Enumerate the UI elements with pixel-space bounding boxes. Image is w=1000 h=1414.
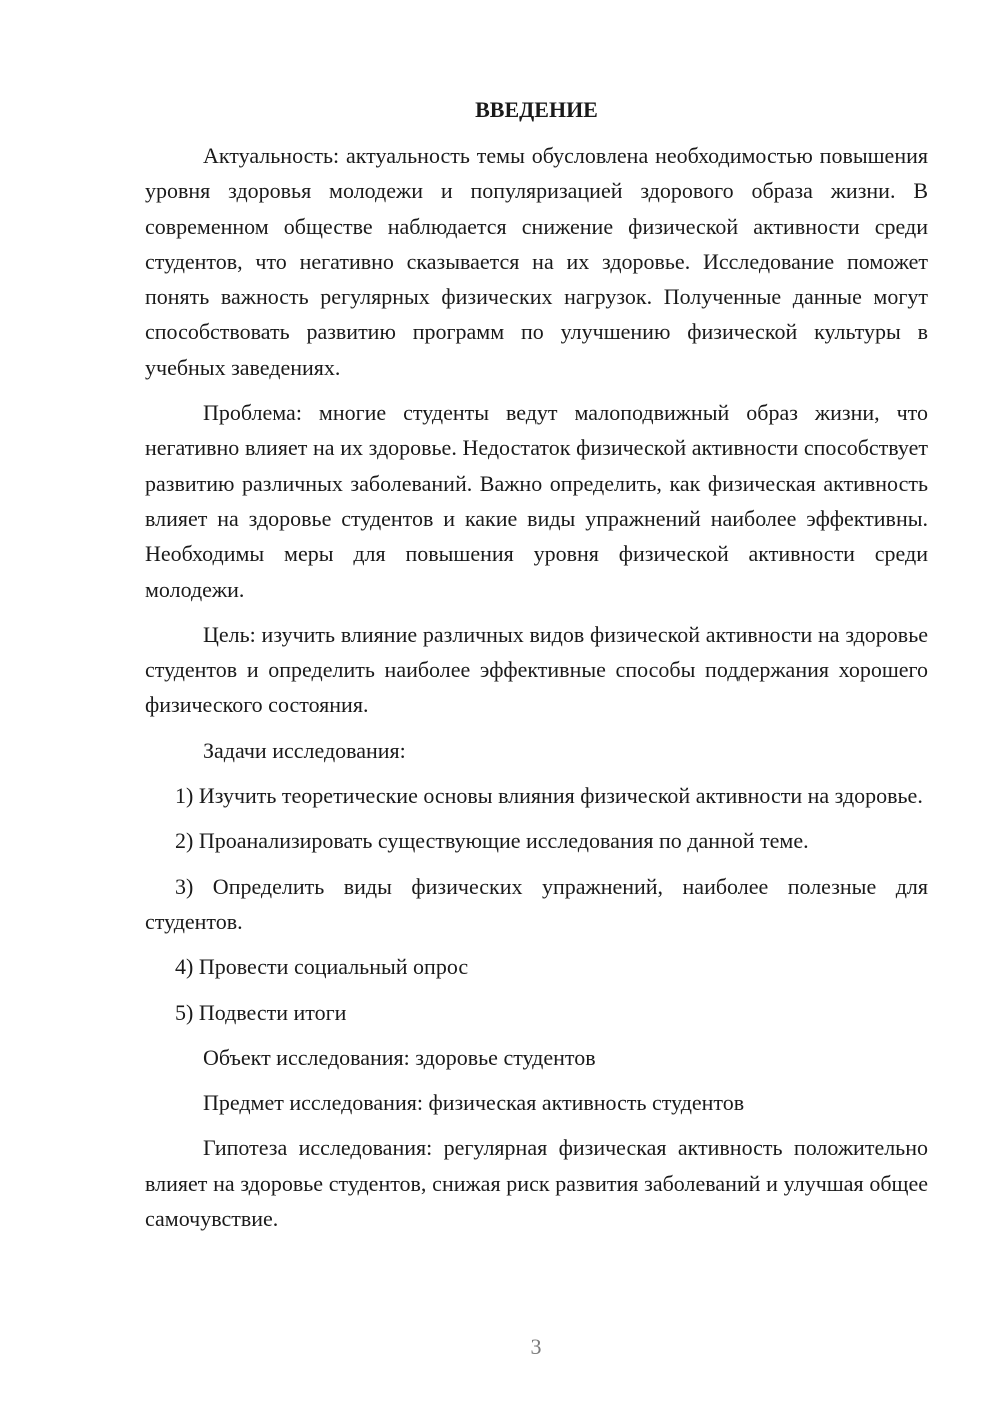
- task-item-4: 4) Провести социальный опрос: [175, 954, 469, 980]
- task-item-1: 1) Изучить теоретические основы влияния физической активности на здоровье.: [175, 783, 923, 809]
- research-hypothesis: Гипотеза исследования: регулярная физическая активность положительно влияет на здоровье студентов, снижая риск развития заболеваний и улучшая общее самочувствие.: [145, 1135, 928, 1232]
- research-object: Объект исследования: здоровье студентов: [203, 1044, 596, 1070]
- task-item-3: 3) Определить виды физических упражнений, наиболее полезные для студентов.: [145, 873, 928, 934]
- research-subject: Предмет исследования: физическая активность студентов: [203, 1090, 745, 1116]
- task-item-5: 5) Подвести итоги: [175, 999, 347, 1025]
- goal-paragraph: Цель: изучить влияние различных видов физической активности на здоровье студентов и определить наиболее эффективные способы поддержания хорошего физического состояния.: [145, 621, 928, 718]
- relevance-paragraph: Актуальность: актуальность темы обусловлена необходимостью повышения уровня здоровья молодежи и популяризацией здорового образа жизни. В современном обществе наблюдается снижение физической активности среди студентов, что негативно сказывается на их здоровье. Исследование поможет понять важность регулярных физических нагрузок. Полученные данные могут способствовать развитию программ по улучшению физической культуры в учебных заведениях.: [145, 143, 928, 380]
- problem-paragraph: Проблема: многие студенты ведут малоподвижный образ жизни, что негативно влияет на их здоровье. Недостаток физической активности способствует развитию различных заболеваний. Важно определить, как физическая активность влияет на здоровье студентов и какие виды упражнений наиболее эффективны. Необходимы меры для повышения уровня физической активности среди молодежи.: [145, 400, 928, 602]
- task-item-2: 2) Проанализировать существующие исследования по данной теме.: [175, 828, 809, 854]
- page-title: ВВЕДЕНИЕ: [475, 97, 598, 122]
- document-body: [145, 92, 928, 1246]
- page-number: 3: [530, 1334, 542, 1359]
- tasks-heading: Задачи исследования:: [203, 737, 406, 763]
